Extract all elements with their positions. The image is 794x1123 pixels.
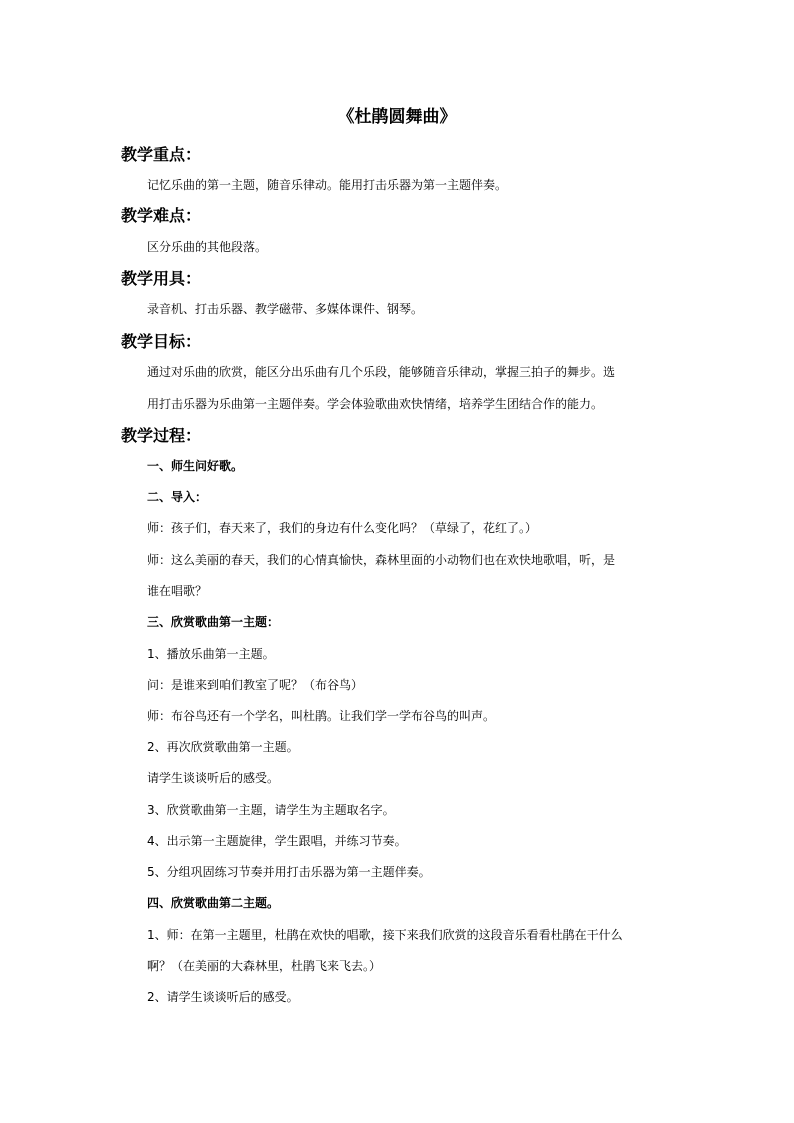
process-line: 3、欣赏歌曲第一主题，请学生为主题取名字。 (147, 803, 395, 817)
process-line: 2、再次欣赏歌曲第一主题。 (147, 740, 299, 754)
process-line: 请学生谈谈听后的感受。 (147, 771, 280, 785)
process-line: 问：是谁来到咱们教室了呢？（布谷鸟） (147, 678, 364, 692)
heading-goals: 教学目标： (121, 332, 202, 351)
section-intro: 二、导入： (147, 490, 208, 504)
process-line: 啊？（在美丽的大森林里，杜鹃飞来飞去。） (147, 959, 382, 973)
heading-tools: 教学用具： (121, 269, 202, 288)
process-line: 谁在唱歌？ (147, 584, 208, 598)
section-theme-one: 三、欣赏歌曲第一主题： (147, 615, 280, 629)
heading-difficulty: 教学难点： (121, 206, 202, 225)
process-line: 师：孩子们，春天来了，我们的身边有什么变化吗？（草绿了，花红了。） (147, 521, 538, 535)
goals-line: 用打击乐器为乐曲第一主题伴奏。学会体验歌曲欢快情绪，培养学生团结合作的能力。 (147, 397, 604, 411)
difficulty-text: 区分乐曲的其他段落。 (147, 240, 268, 254)
process-line: 1、师：在第一主题里，杜鹃在欢快的唱歌，接下来我们欣赏的这段音乐看看杜鹃在干什么 (147, 928, 623, 942)
focus-text: 记忆乐曲的第一主题，随音乐律动。能用打击乐器为第一主题伴奏。 (147, 178, 508, 192)
process-line: 师：这么美丽的春天，我们的心情真愉快，森林里面的小动物们也在欢快地歌唱，听，是 (147, 553, 616, 567)
section-theme-two: 四、欣赏歌曲第二主题。 (147, 896, 280, 910)
process-line: 4、出示第一主题旋律，学生跟唱，并练习节奏。 (147, 834, 407, 848)
process-line: 5、分组巩固练习节奏并用打击乐器为第一主题伴奏。 (147, 865, 431, 879)
goals-line: 通过对乐曲的欣赏，能区分出乐曲有几个乐段，能够随音乐律动，掌握三拍子的舞步。选 (147, 365, 616, 379)
section-greeting: 一、师生问好歌。 (147, 459, 244, 473)
process-line: 2、请学生谈谈听后的感受。 (147, 990, 299, 1004)
process-line: 1、播放乐曲第一主题。 (147, 647, 275, 661)
document-title: 《杜鹃圆舞曲》 (337, 107, 457, 127)
process-line: 师：布谷鸟还有一个学名，叫杜鹃。让我们学一学布谷鸟的叫声。 (147, 709, 496, 723)
heading-process: 教学过程： (121, 426, 202, 445)
heading-focus: 教学重点： (121, 145, 202, 164)
tools-text: 录音机、打击乐器、教学磁带、多媒体课件、钢琴。 (147, 302, 424, 316)
